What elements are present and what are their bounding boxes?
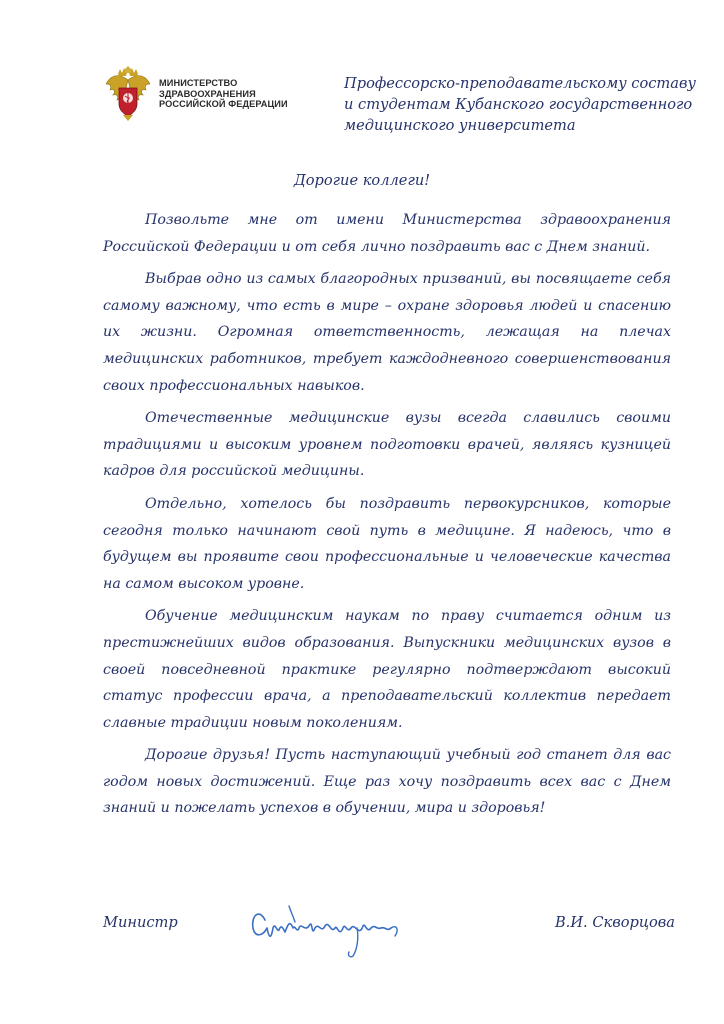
signatory-name: В.И. Скворцова: [554, 914, 675, 931]
signatory-title: Министр: [103, 914, 178, 931]
addressee-line: и студентам Кубанского государственного: [344, 96, 693, 113]
addressee-line: Профессорско-преподавательскому составу: [344, 75, 696, 92]
ministry-line: ЗДРАВООХРАНЕНИЯ: [159, 88, 256, 99]
ministry-name: [159, 78, 288, 110]
ministry-line: РОССИЙСКОЙ ФЕДЕРАЦИИ: [159, 99, 288, 110]
paragraph: Обучение медицинским наукам по праву считается одним из престижнейших видов образования. Выпускники медицинских вузов в своей повседневной практике регулярно подтверждают высокий статус профессии врача, а преподавательский коллектив передает славные традиции новым поколениям.: [103, 608, 671, 731]
paragraph: Выбрав одно из самых благородных призваний, вы посвящаете себя самому важному, что есть в мире – охране здоровья людей и спасению их жизни. Огромная ответственность, лежащая на плечах медицинских работников, требует каждодневного совершенствования своих профессиональных навыков.: [103, 271, 671, 394]
letter-body: [103, 207, 671, 828]
ministry-line: МИНИСТЕРСТВО: [159, 78, 238, 88]
paragraph: Позвольте мне от имени Министерства здравоохранения Российской Федерации и от себя лично поздравить вас с Днем знаний.: [103, 212, 671, 255]
greeting: Дорогие коллеги!: [293, 172, 431, 189]
signature-block: [103, 904, 683, 974]
handwritten-signature: [249, 898, 419, 962]
paragraph: Отдельно, хотелось бы поздравить первокурсников, которые сегодня только начинают свой путь в медицине. Я надеюсь, что в будущем вы проявите свои профессиональные и человеческие качества на самом высоком уровне.: [103, 495, 671, 592]
ministry-logo: [104, 66, 304, 122]
paragraph: Отечественные медицинские вузы всегда славились своими традициями и высоким уровнем подготовки врачей, являясь кузницей кадров для российской медицины.: [103, 410, 671, 480]
coat-of-arms-icon: [104, 66, 152, 122]
addressee-block: [344, 73, 696, 136]
paragraph: Дорогие друзья! Пусть наступающий учебный год станет для вас годом новых достижений. Еще раз хочу поздравить всех вас с Днем знаний и пожелать успехов в обучении, мира и здоровья!: [103, 747, 671, 817]
addressee-line: медицинского университета: [344, 117, 576, 134]
